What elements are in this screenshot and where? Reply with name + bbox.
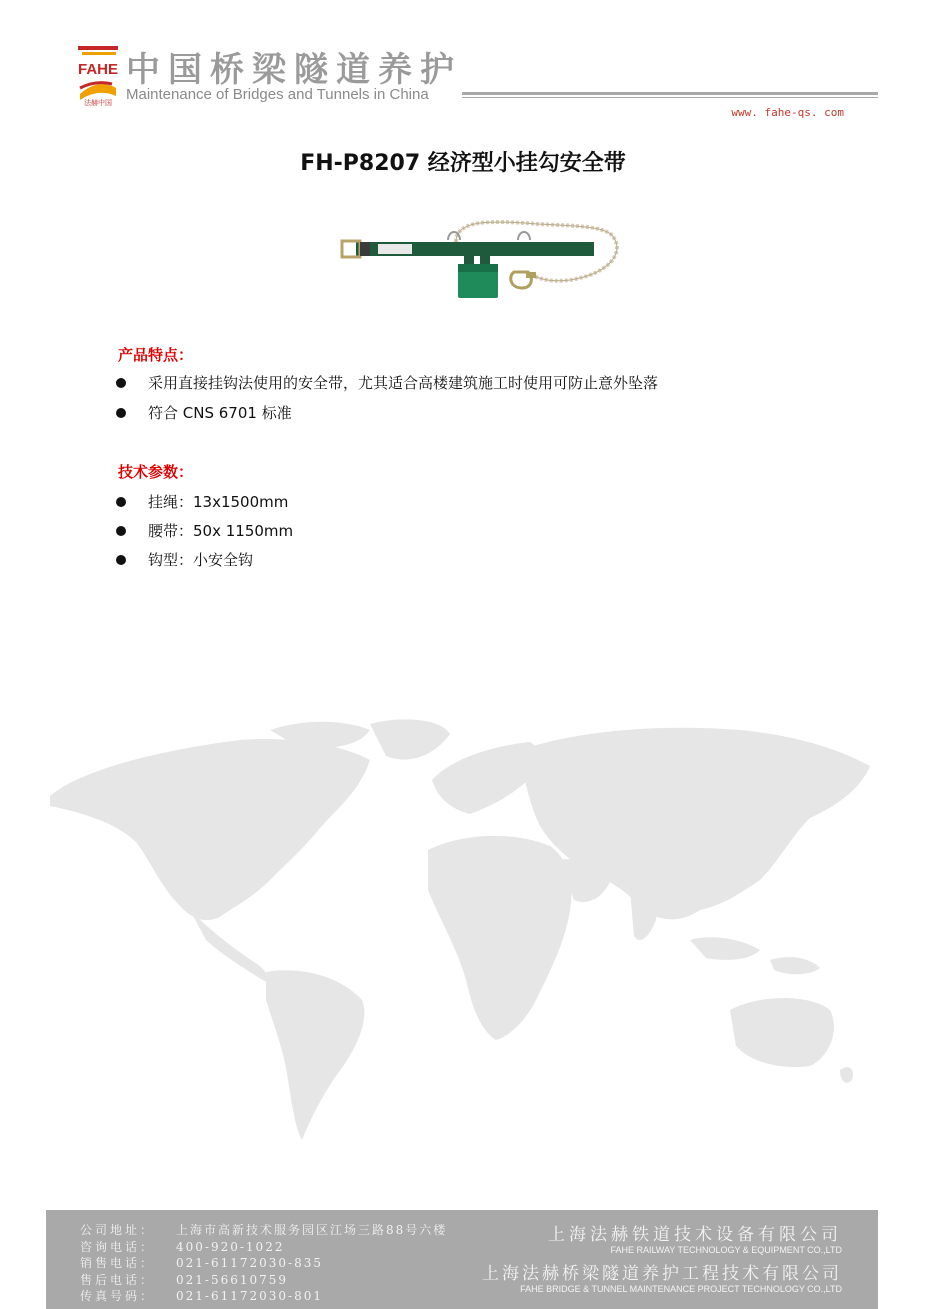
contact-sales: 销售电话： 021-61172030-835: [80, 1256, 323, 1270]
company2-name-en: FAHE BRIDGE & TUNNEL MAINTENANCE PROJECT TECHNOLOGY CO.,LTD: [520, 1284, 842, 1294]
bullet-dot: [116, 408, 126, 418]
svg-text:FAHE: FAHE: [77, 61, 119, 78]
page-title: FH-P8207 经济型小挂勾安全带: [300, 151, 626, 176]
company-block: [482, 1220, 842, 1294]
contact-fax: 传真号码： 021-61172030-801: [80, 1289, 323, 1303]
company1-name-en: FAHE RAILWAY TECHNOLOGY & EQUIPMENT CO.,LTD: [610, 1245, 842, 1255]
feature-item: 符合 CNS 6701 标准: [116, 402, 292, 423]
bullet-dot: [116, 526, 126, 536]
bullet-dot: [116, 555, 126, 565]
specs-heading: 技术参数：: [118, 463, 194, 481]
bullet-dot: [116, 497, 126, 507]
page-footer: [46, 1210, 878, 1309]
safety-belt-image: [338, 214, 628, 304]
website-link[interactable]: www. fahe-qs. com: [731, 106, 844, 119]
contact-address: 公司地址： 上海市高新技术服务园区江场三路88号六楼: [80, 1223, 448, 1237]
svg-text:法赫中国: 法赫中国: [84, 99, 112, 106]
spec-item: 挂绳：13x1500mm: [116, 491, 288, 512]
header-rule: [462, 92, 878, 95]
header-rule-thin: [462, 97, 878, 98]
world-map-watermark: [40, 710, 890, 1150]
contact-block: [80, 1222, 447, 1305]
spec-item: 钩型：小安全钩: [116, 549, 253, 570]
feature-item: 采用直接挂钩法使用的安全带，尤其适合高楼建筑施工时使用可防止意外坠落: [116, 372, 658, 393]
brand-name-cn: 中国桥梁隧道养护: [126, 50, 462, 90]
bullet-dot: [116, 378, 126, 388]
company1-name-cn: 上海法赫铁道技术设备有限公司: [548, 1225, 842, 1245]
fahe-logo: [76, 44, 120, 106]
company2-name-cn: 上海法赫桥梁隧道养护工程技术有限公司: [482, 1264, 842, 1284]
contact-hotline: 咨询电话： 400-920-1022: [80, 1239, 285, 1254]
features-heading: 产品特点：: [118, 346, 194, 364]
spec-item: 腰带：50x 1150mm: [116, 520, 293, 541]
page-header: [0, 0, 926, 130]
brand-name-en: Maintenance of Bridges and Tunnels in China: [126, 86, 429, 103]
contact-aftersales: 售后电话： 021-56610759: [80, 1272, 289, 1287]
